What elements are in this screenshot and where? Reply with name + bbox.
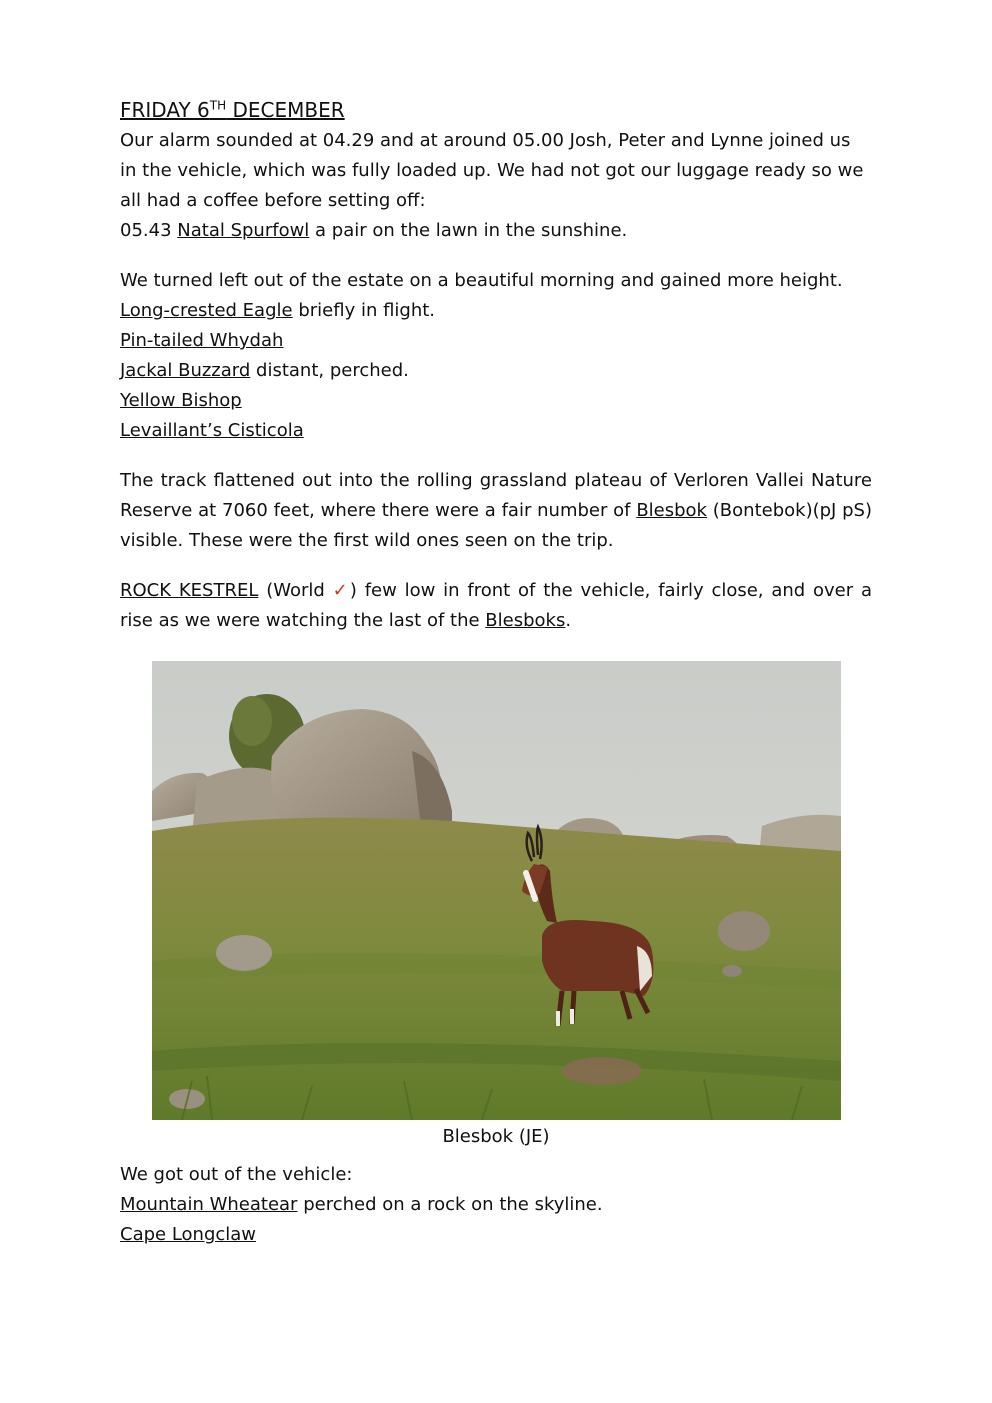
plateau-text-end: (Bontebok)(pJ pS) visible. These were the first wild ones seen on the trip. [120, 500, 873, 551]
sighting-time: 05.43 [120, 220, 172, 241]
period: . [565, 610, 572, 631]
intro-paragraph: Our alarm sounded at 04.29 and at around 05.00 Josh, Peter and Lynne joined us in the vehicle, which was fully loaded up. We had not got our luggage ready so we all had a coffee before setting off: [120, 130, 864, 211]
day-heading [120, 96, 872, 124]
list-item [120, 416, 872, 446]
after-section [120, 1160, 872, 1250]
list-item [120, 1190, 872, 1220]
world-label: (World [266, 580, 325, 601]
sighting-note: distant, perched. [256, 360, 409, 381]
drive-paragraph: We turned left out of the estate on a beautiful morning and gained more height. [120, 270, 843, 291]
sighting-note: perched on a rock on the skyline. [303, 1194, 603, 1215]
blesbok-photo [152, 661, 841, 1120]
species-name: Mountain Wheatear [120, 1194, 298, 1215]
photo-caption: Blesbok (JE) [442, 1126, 550, 1147]
kestrel-text: few low in front of the vehicle, fairly close, and over a rise as we were watching the last of the [120, 580, 873, 631]
sighting-note: briefly in flight. [298, 300, 436, 321]
species-name: Levaillant’s Cisticola [120, 420, 304, 441]
plateau-paragraph [120, 466, 872, 556]
sighting-note: a pair on the lawn in the sunshine. [315, 220, 628, 241]
paren-close: ) [349, 580, 357, 601]
species-name: Blesbok [636, 500, 707, 521]
species-name: Pin-tailed Whydah [120, 330, 284, 351]
intro-sighting [120, 216, 872, 246]
kestrel-paragraph [120, 576, 872, 636]
list-item [120, 356, 872, 386]
list-item [120, 1220, 872, 1250]
species-name: Jackal Buzzard [120, 360, 251, 381]
heading-month: DECEMBER [232, 98, 345, 122]
list-item [120, 296, 872, 326]
plateau-text: The track flattened out into the rolling grassland plateau of Verloren Vallei Nature Reserve at 7060 feet, where there were a fair number of [120, 470, 872, 521]
list-item [120, 386, 872, 416]
page-content [120, 96, 872, 636]
species-name: Natal Spurfowl [177, 220, 310, 241]
list-item [120, 326, 872, 356]
species-name: Yellow Bishop [120, 390, 242, 411]
species-name: Cape Longclaw [120, 1224, 257, 1245]
after-paragraph: We got out of the vehicle: [120, 1164, 353, 1185]
species-name: Long-crested Eagle [120, 300, 293, 321]
species-name: ROCK KESTREL [120, 580, 259, 601]
check-icon: ✓ [332, 580, 350, 601]
heading-superscript: TH [209, 98, 227, 113]
heading-day: FRIDAY 6 [120, 98, 210, 122]
species-name: Blesboks [485, 610, 566, 631]
